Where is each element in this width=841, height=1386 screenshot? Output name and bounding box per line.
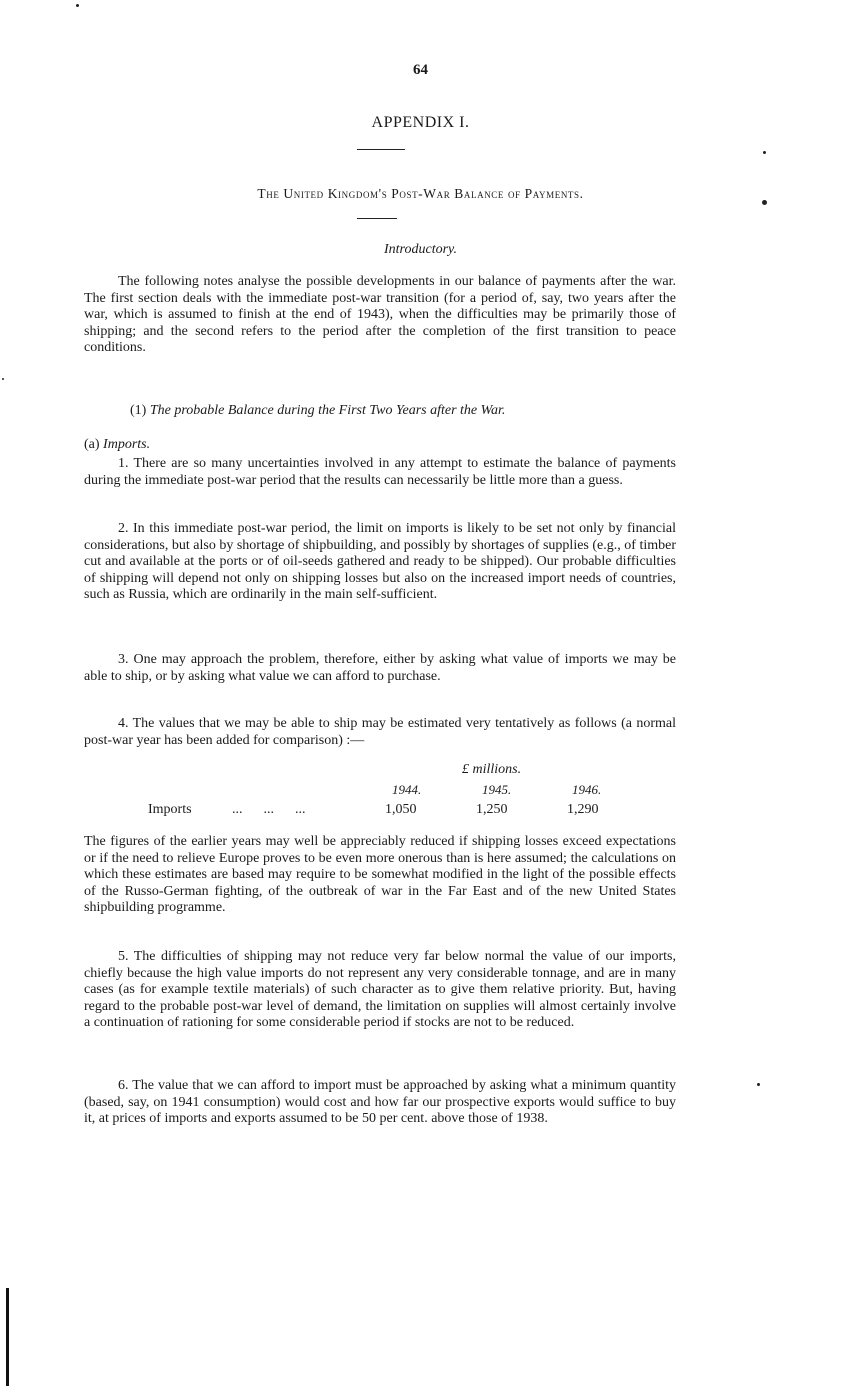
document-title: The United Kingdom's Post-War Balance of Payments. xyxy=(257,186,584,201)
subsection-title: Imports. xyxy=(103,437,151,452)
subsection-heading xyxy=(84,437,150,453)
scan-speck xyxy=(763,151,766,154)
table-row-leaders: ... ... ... xyxy=(232,802,306,817)
divider-rule-short xyxy=(357,218,397,219)
paragraph-2: 2. In this immediate post-war period, the limit on imports is likely to be set not only by financial considerations, but also by shortage of shipbuilding, and possibly by shortages of supplies (e.g., of timber cut and available at the ports or of oil-seeds gathered and ready to be shipped). Our probable difficulties of shipping will depend not only on shipping losses but also on the increased import needs of countries, such as Russia, which are ordinarily in the main self-sufficient. xyxy=(84,521,676,602)
table-year-1945: 1945. xyxy=(482,782,512,797)
scan-speck xyxy=(2,378,4,380)
divider-rule xyxy=(357,149,405,150)
table-value-1945: 1,250 xyxy=(476,802,508,817)
after-table-paragraph: The figures of the earlier years may well be appreciably reduced if shipping losses exceed expectations or if the need to relieve Europe proves to be even more onerous than is here assumed; the calculations on which these estimates are based may require to be somewhat modified in the light of the possible effects of the Russo-German fighting, of the outbreak of war in the Far East and of the new United States shipbuilding programme. xyxy=(84,834,676,915)
page-number: 64 xyxy=(413,62,428,78)
table-value-1944: 1,050 xyxy=(385,802,417,817)
section-title: The probable Balance during the First Two Years after the War. xyxy=(149,403,506,418)
paragraph-6: 6. The value that we can afford to import must be approached by asking what a minimum quantity (based, say, on 1941 consumption) would cost and how far our prospective exports would suffice to buy it, at prices of imports and exports assumed to be 50 per cent. above those of 1938. xyxy=(84,1078,676,1126)
table-unit: £ millions. xyxy=(462,762,522,777)
subsection-label: (a) xyxy=(84,437,100,452)
introductory-heading: Introductory. xyxy=(384,242,457,257)
section-number: (1) xyxy=(130,403,147,418)
table-row-label: Imports xyxy=(148,802,192,817)
section-heading xyxy=(130,403,505,419)
scan-speck xyxy=(757,1083,760,1086)
appendix-title: APPENDIX I. xyxy=(371,114,470,131)
paragraph-4: 4. The values that we may be able to ship may be estimated very tentatively as follows (a normal post-war year has been added for comparison) :— xyxy=(84,716,676,748)
table-value-1946: 1,290 xyxy=(567,802,599,817)
paragraph-3: 3. One may approach the problem, therefore, either by asking what value of imports we may be able to ship, or by asking what value we can afford to purchase. xyxy=(84,652,676,684)
scan-speck xyxy=(762,200,767,205)
paragraph-5: 5. The difficulties of shipping may not reduce very far below normal the value of our imports, chiefly because the high value imports do not represent any very considerable tonnage, and are in many cases (as for example textile materials) of such character as to give them relative priority. But, having regard to the probable post-war level of demand, the limitation on supplies will almost certainly involve a continuation of rationing for some considerable period if stocks are not to be reduced. xyxy=(84,949,676,1030)
scan-margin-bar xyxy=(6,1288,9,1386)
intro-paragraph: The following notes analyse the possible developments in our balance of payments after the war. The first section deals with the immediate post-war transition (for a period of, say, two years after the war, which is assumed to finish at the end of 1943), when the difficulties may be primarily those of shipping; and the second refers to the period after the completion of the first transition to peace conditions. xyxy=(84,274,676,355)
table-year-1944: 1944. xyxy=(392,782,422,797)
table-year-1946: 1946. xyxy=(572,782,602,797)
paragraph-1: 1. There are so many uncertainties involved in any attempt to estimate the balance of payments during the immediate post-war period that the results can necessarily be little more than a guess. xyxy=(84,456,676,488)
scan-speck xyxy=(76,4,79,7)
